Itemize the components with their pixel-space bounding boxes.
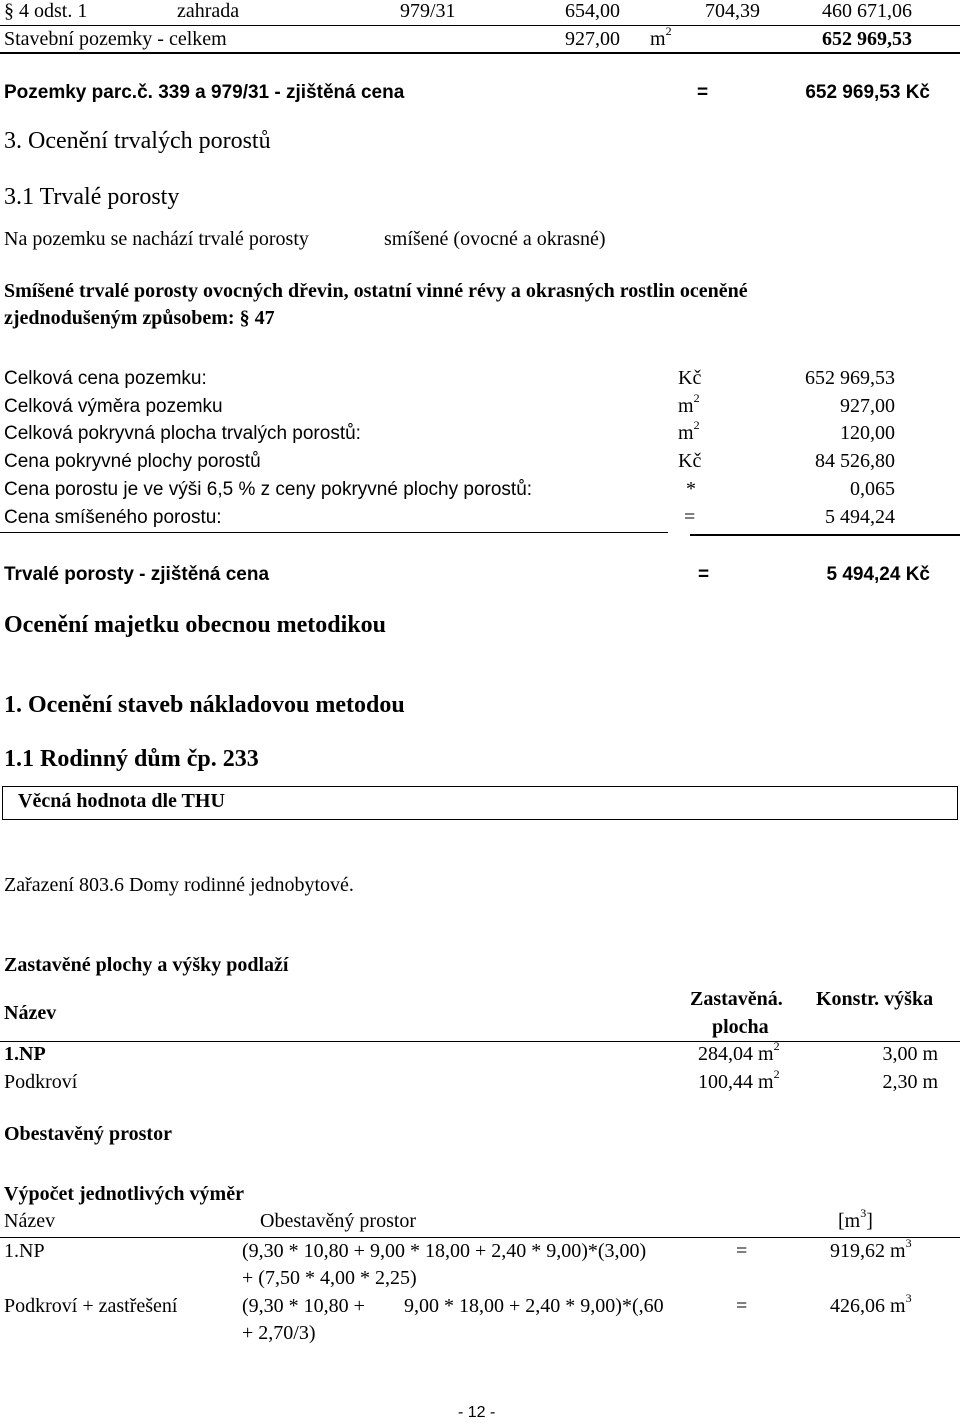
house-heading: 1.1 Rodinný dům čp. 233 xyxy=(4,746,259,772)
top-row-type: zahrada xyxy=(177,0,240,22)
divider xyxy=(0,532,668,533)
top-row-unit-price: 704,39 xyxy=(705,0,760,22)
top-row-price: 460 671,06 xyxy=(822,0,912,22)
floor-row-name: 1.NP xyxy=(4,1043,46,1065)
volume-row-value: 919,62 $m^3$ xyxy=(830,1236,912,1262)
floors-col-height: Konstr. výška xyxy=(816,988,934,1010)
buildings-heading: 1. Ocenění staveb nákladovou metodou xyxy=(4,692,405,718)
volume-row-formula: (9,30 * 10,80 + 9,00 * 18,00 + 2,40 * 9,00)*(3,00) xyxy=(242,1240,647,1262)
classification-text: Zařazení 803.6 Domy rodinné jednobytové. xyxy=(4,874,354,896)
calc-row-unit: Kč xyxy=(678,450,702,472)
calc-row-unit: $m^2$ xyxy=(678,418,700,444)
page-number: - 12 - xyxy=(458,1404,496,1421)
divider xyxy=(0,1041,960,1042)
volume-col-formula: Obestavěný prostor xyxy=(260,1210,417,1232)
method-line-1: Smíšené trvalé porosty ovocných dřevin, ostatní vinné révy a okrasných rostlin oceněné xyxy=(4,280,748,302)
land-summary-label: Pozemky parc.č. 339 a 979/31 - zjištěná cena xyxy=(4,82,405,103)
floor-row-area: 284,04 $m^2$ xyxy=(698,1039,780,1065)
calc-row-value: 652 969,53 xyxy=(805,367,895,389)
volume-row-name: 1.NP xyxy=(4,1240,45,1262)
divider xyxy=(0,1237,960,1238)
top-row-paragraph: § 4 odst. 1 xyxy=(4,0,88,22)
floor-row-area: 100,44 $m^2$ xyxy=(698,1067,780,1093)
volume-row-eq: = xyxy=(736,1240,748,1262)
floors-heading: Zastavěné plochy a výšky podlaží xyxy=(4,954,289,976)
calc-row-label: Cena smíšeného porostu: xyxy=(4,507,222,528)
volume-subheading: Výpočet jednotlivých výměr xyxy=(4,1183,244,1205)
divider xyxy=(690,534,960,536)
subsection-heading: 3.1 Trvalé porosty xyxy=(4,184,180,210)
land-summary-value: 652 969,53 Kč xyxy=(805,82,930,103)
general-heading: Ocenění majetku obecnou metodikou xyxy=(4,612,387,638)
divider xyxy=(0,25,960,26)
floors-col-area-2: plocha xyxy=(712,1016,769,1038)
floor-row-height: 3,00 m xyxy=(882,1043,938,1065)
perennial-summary-label: Trvalé porosty - zjištěná cena xyxy=(4,564,270,585)
note-text: Na pozemku se nachází trvalé porosty xyxy=(4,228,309,250)
calc-row-unit: = xyxy=(684,506,696,528)
land-total-label: Stavební pozemky - celkem xyxy=(4,28,227,50)
calc-row-value: 84 526,80 xyxy=(815,450,895,472)
value-box-title: Věcná hodnota dle THU xyxy=(18,790,225,812)
volume-col-name: Název xyxy=(4,1210,56,1232)
volume-row-formula: (9,30 * 10,80 + xyxy=(242,1295,365,1317)
calc-row-value: 927,00 xyxy=(840,395,895,417)
section-heading: 3. Ocenění trvalých porostů xyxy=(4,128,271,154)
floor-row-name: Podkroví xyxy=(4,1071,78,1093)
calc-row-value: 120,00 xyxy=(840,422,895,444)
floors-col-name: Název xyxy=(4,1002,57,1024)
land-total-area: 927,00 xyxy=(565,28,620,50)
calc-row-label: Cena porostu je ve výši 6,5 % z ceny pokryvné plochy porostů: xyxy=(4,479,533,500)
calc-row-label: Cena pokryvné plochy porostů xyxy=(4,451,261,472)
volume-row-formula-cont: + (7,50 * 4,00 * 2,25) xyxy=(242,1267,417,1289)
volume-row-value: 426,06 $m^3$ xyxy=(830,1291,912,1317)
calc-row-value: 5 494,24 xyxy=(825,506,895,528)
method-line-2: zjednodušeným způsobem: § 47 xyxy=(4,307,275,329)
divider xyxy=(0,52,960,54)
land-total-unit: $m^2$ xyxy=(650,24,672,50)
volume-row-eq: = xyxy=(736,1295,748,1317)
perennial-summary-eq: = xyxy=(698,564,710,585)
volume-row-name: Podkroví + zastřešení xyxy=(4,1295,178,1317)
calc-row-label: Celková pokryvná plocha trvalých porostů: xyxy=(4,423,361,444)
land-total-price: 652 969,53 xyxy=(822,28,912,50)
calc-row-unit: Kč xyxy=(678,367,702,389)
perennial-summary-value: 5 494,24 Kč xyxy=(826,564,930,585)
volume-row-formula-cont: + 2,70/3) xyxy=(242,1322,316,1344)
volume-col-unit: $[m^3]$ xyxy=(838,1206,873,1232)
floors-col-area: Zastavěná. xyxy=(690,988,783,1010)
top-row-parcel: 979/31 xyxy=(400,0,456,22)
calc-row-value: 0,065 xyxy=(850,478,895,500)
calc-row-unit: $m^2$ xyxy=(678,391,700,417)
land-summary-eq: = xyxy=(697,82,709,103)
volume-heading: Obestavěný prostor xyxy=(4,1123,172,1145)
volume-row-formula-b: 9,00 * 18,00 + 2,40 * 9,00)*(,60 xyxy=(404,1295,664,1317)
floor-row-height: 2,30 m xyxy=(882,1071,938,1093)
note-text-type: smíšené (ovocné a okrasné) xyxy=(384,228,606,250)
calc-row-label: Celková cena pozemku: xyxy=(4,368,207,389)
top-row-area: 654,00 xyxy=(565,0,620,22)
calc-row-unit: * xyxy=(686,478,696,500)
calc-row-label: Celková výměra pozemku xyxy=(4,396,223,417)
